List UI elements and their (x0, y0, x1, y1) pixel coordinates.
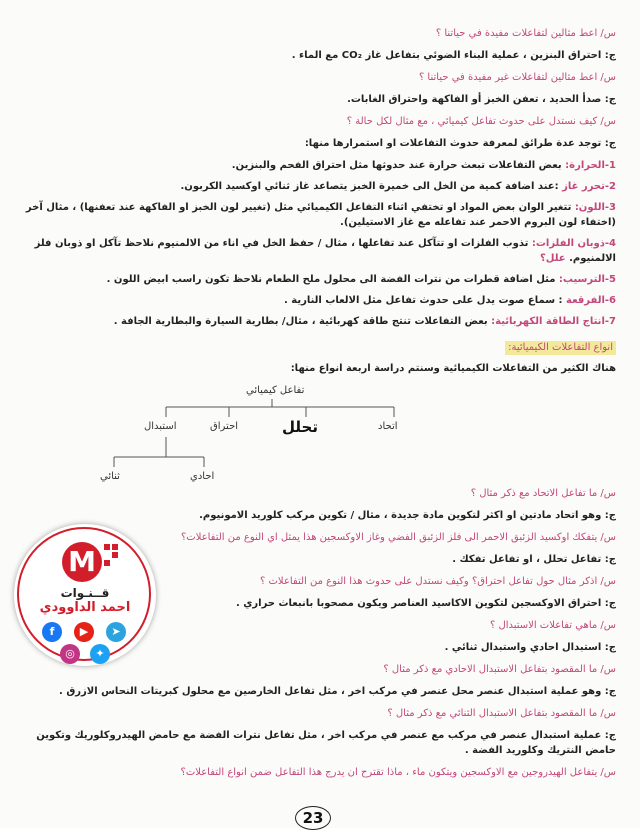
indicator-item (24, 236, 616, 266)
types-intro: هناك الكثير من التفاعلات الكيميائية وسنتم دراسة اربعة انواع منها: (290, 363, 616, 374)
indicator-label: 7-انتاج الطاقة الكهربائية: (491, 316, 616, 327)
logo-letter: M (62, 542, 102, 582)
question-line: س/ كيف نستدل على حدوث تفاعل كيميائي ، مع مثال لكل حالة ؟ (346, 116, 616, 127)
diagram-branch-combustion: احتراق (210, 421, 239, 432)
instagram-icon[interactable]: ◎ (60, 644, 80, 664)
question-line: س/ يتفاعل الهيدروجين مع الاوكسجين ويتكون ماء ، ماذا تقترح ان يدرج هذا التفاعل ضمن انواع التفاعلات؟ (180, 767, 616, 778)
diagram-branch-decomposition: تحلل (282, 418, 318, 436)
answer-line: ج: صدأ الحديد ، تعفن الخبز أو الفاكهة واحتراق الغابات. (347, 94, 616, 105)
diagram-sub-double: ثنائي (100, 471, 120, 482)
indicator-label: 1-الحرارة: (565, 160, 616, 171)
question-line: س/ ما المقصود بتفاعل الاستبدال الاحادي مع ذكر مثال ؟ (383, 664, 616, 675)
indicator-item (24, 272, 616, 287)
indicator-text: : سماع صوت يدل على حدوث تفاعل مثل الالعاب النارية . (283, 295, 567, 306)
indicator-item (24, 200, 616, 230)
answer-line: ج: عملية استبدال عنصر في مركب مع عنصر في مركب اخر ، مثل تفاعل نترات الفضة مع حامض الهيدروكلوريك وتكوين حامض النتريك وكلوريد الفضة . (36, 730, 616, 756)
diagram-sub-single: احادي (190, 471, 215, 482)
youtube-icon[interactable]: ▶ (74, 622, 94, 642)
indicator-label: 3-اللون: (574, 202, 616, 213)
indicator-item (24, 293, 616, 308)
indicator-text: بعض التفاعلات تنتج طاقة كهربائية ، مثال/ بطارية السيارة والبطارية الجافة . (113, 316, 492, 327)
page-number: 23 (295, 806, 331, 830)
answer-line: ج: وهو اتحاد مادتين او اكثر لتكوين مادة جديدة ، مثال / تكوين مركب كلوريد الامونيوم. (199, 510, 616, 521)
types-heading: انواع التفاعلات الكيميائية: (505, 341, 616, 355)
answer-line: ج: احتراق البنزين ، عملية البناء الضوئي بتفاعل غاز CO₂ مع الماء . (291, 50, 616, 61)
diagram-root: تفاعل كيميائي (246, 385, 305, 396)
indicator-label: 6-الفرقعة (566, 295, 616, 306)
twitter-icon[interactable]: ✦ (90, 644, 110, 664)
indicator-text: تذوب الفلزات او تتآكل عند تفاعلها ، مثال / حفظ الخل في اناء من الالمنيوم نلاحظ تآكل او ذوبان فلز الالمنيوم. (34, 238, 616, 264)
indicator-why: علل؟ (539, 253, 570, 264)
answer-line: ج: وهو عملية استبدال عنصر محل عنصر في مركب اخر ، مثل تفاعل الخارصين مع محلول كبريتات النحاس الازرق . (59, 686, 616, 697)
channel-logo (14, 524, 156, 666)
answer-line: ج: توجد عدة طرائق لمعرفة حدوث التفاعلات او استمرارها منها: (304, 138, 616, 149)
indicator-item (24, 179, 616, 194)
indicator-item (24, 314, 616, 329)
question-line: س/ اعط مثالين لتفاعلات مفيدة في حياتنا ؟ (435, 28, 616, 39)
question-line: س/ يتفكك اوكسيد الزئبق الاحمر الى فلز الزئبق الفضي وغاز الاوكسجين هذا يمثل اي النوع من التفاعلات؟ (180, 532, 616, 543)
diagram-branch-replacement: استبدال (144, 421, 177, 432)
logo-name-text: احمد الداوودي (39, 600, 131, 615)
indicator-text: مثل اضافة قطرات من نترات الفضة الى محلول ملح الطعام نلاحظ تكون راسب ابيض اللون . (106, 274, 559, 285)
intro-list (24, 26, 616, 151)
indicator-text: :عند اضافة كمية من الخل الى خميرة الخبز يتصاعد غاز ثنائي اوكسيد الكربون. (180, 181, 563, 192)
question-line: س/ ما تفاعل الاتحاد مع ذكر مثال ؟ (470, 488, 616, 499)
indicator-label: 5-الترسيب: (558, 274, 616, 285)
content-top (24, 26, 616, 511)
answer-line: ج: استبدال احادي واستبدال ثنائي . (444, 642, 616, 653)
question-line: س/ ماهي تفاعلات الاستبدال ؟ (489, 620, 616, 631)
answer-line: ج: احتراق الاوكسجين لتكوين الاكاسيد العناصر ويكون مصحوبا بانبعاث حراري . (235, 598, 616, 609)
logo-dots (104, 544, 124, 574)
question-line: س/ ما المقصود بتفاعل الاستبدال الثنائي مع ذكر مثال ؟ (387, 708, 616, 719)
logo-channels-text: قــنـوات (60, 586, 110, 600)
question-line: س/ اذكر مثال حول تفاعل احتراق؟ وكيف نستدل على حدوث هذا النوع من التفاعلات ؟ (260, 576, 616, 587)
answer-line: ج: تفاعل تحلل ، او تفاعل تفكك . (452, 554, 616, 565)
question-line: س/ اعط مثالين لتفاعلات غير مفيدة في حياتنا ؟ (418, 72, 616, 83)
indicator-label: 4-ذوبان الفلزات: (531, 238, 616, 249)
diagram-branch-union: اتحاد (378, 421, 398, 432)
indicator-list (24, 158, 616, 329)
indicator-text: تتغير الوان بعض المواد او تختفي اثناء التفاعل الكيميائي مثل (تغيير لون الخبز او الفاكهة عند تعفنها) ، مثال آخر (اختفاء لون البروم الاحمر عند تفاعله مع غاز الاستيلين). (25, 202, 616, 228)
telegram-icon[interactable]: ➤ (106, 622, 126, 642)
indicator-label: 2-تحرر غاز (562, 181, 616, 192)
facebook-icon[interactable]: f (42, 622, 62, 642)
indicator-item (24, 158, 616, 173)
indicator-text: بعض التفاعلات تبعث حرارة عند حدوثها مثل احتراق الفحم والبنزين. (231, 160, 566, 171)
